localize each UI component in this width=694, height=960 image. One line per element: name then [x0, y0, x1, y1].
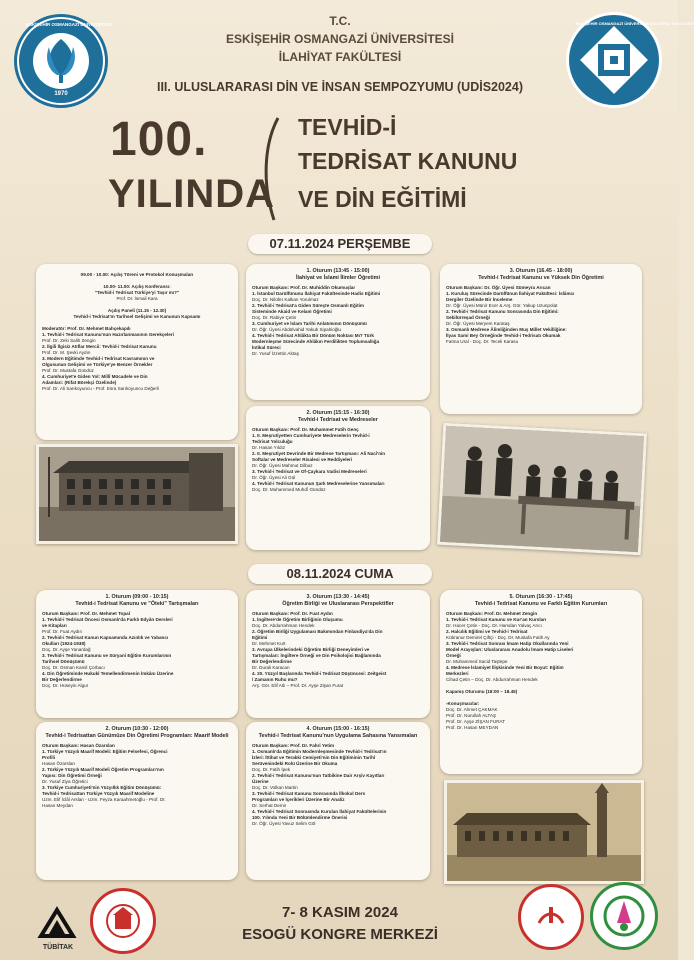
program-line: Doç. Dr. Volkan Martin [252, 785, 298, 790]
program-line: Hasan Meydan [42, 803, 73, 808]
classroom-photo [437, 423, 647, 556]
symposium-title: III. ULUSLARARASI DİN VE İNSAN SEMPOZYUMU (UDİS2024) [156, 80, 523, 94]
program-line: Tevhid-i Tedrisat'ın Tarihsel Gelişimi ve Kanunun Kapsamı [73, 314, 201, 319]
program-line: Bir Değerlendirme [42, 677, 82, 682]
program-line: Dr. Yusuf Ziya Öğretici [42, 779, 88, 784]
program-line: Tedrisat Yolculuğu [252, 439, 293, 444]
program-line: 4. Tevhid-i Tedrisat Ahlâkta Bir Dönüm Noktası Mı? Türk [252, 333, 374, 338]
building-illustration [39, 447, 235, 541]
program-line: Adamları: (Rifat Börekçi Özelinde) [42, 380, 117, 385]
session3-card [440, 264, 642, 414]
program-line: Oturum Başkanı: Prof. Dr. Muhiddin Okumuşlar [252, 285, 356, 290]
program-line: 3. Tevhid-i Tedrisat ve Of-Çaykara Vadisi Medreseleri [252, 469, 367, 474]
program-line: 4. Cumhuriyet'e Giden Yol: Millî Mücadele ve Din [42, 374, 148, 379]
program-line: 3. Türkiye Cumhuriyeti'nin Yüzyıllık Eğitim Dönüşümü: [42, 785, 162, 790]
day2-session1-time: 1. Oturum (09:00 - 10:15) [105, 594, 169, 600]
logo-right-text: ESKİŞEHİR OSMANGAZİ ÜNİVERSİTESİ İLAHİYAT FAKÜLTESİ [576, 21, 694, 26]
program-line: Doç. Dr. Rabiye Çetin [252, 315, 297, 320]
program-line: Dr. Durali Karacan [252, 665, 290, 670]
program-line: Prof. Dr. Ali Sarıkoyuncu - Prof. Esra Sarıkoyuncu Değerli [42, 386, 159, 391]
program-line: 1. II. Meşrutiyetten Cumhuriyete Medreselerin Tevhid-i [252, 433, 370, 438]
program-line: Dr. Öğr. Üyesi Münir Ecer & Arş. Gör. Yakup Uzunpolat [446, 303, 558, 308]
program-line: 2. Tevhid-i Tedrisat Kanunu'nun Tatbikine Dair Arşiv Kayıtları [252, 773, 385, 778]
footer-venue: ESOGÜ KONGRE MERKEZİ [242, 926, 438, 943]
program-line: Oturum Başkanı: Prof. Dr. Fuat Aydın [252, 611, 333, 616]
program-line: 1. İstanbul Darülfünunu İlahiyat Fakültesinde Hadis Eğitimi [252, 291, 381, 296]
program-line: 2. Türkiye Yüzyılı Maarif Modeli Öğretim Programları'nın [42, 767, 164, 772]
tubitak-label: TÜBİTAK [42, 944, 74, 951]
program-line: 2. Tevhid-i Tedrisat'a Giden Süreçte Osmanlı Eğitim [252, 303, 364, 308]
program-line: 3. Tevhid-i Tedrisat Sonrası İmam Hatip Okullarında Yeni [446, 641, 569, 646]
day2-session2-title [42, 726, 232, 740]
program-line: "Tevhid-i Tedrisat Türkiye'yi Taşır mı?" [94, 290, 180, 295]
day2-session3-card [246, 590, 430, 718]
session1-card [246, 264, 430, 400]
faculty-logo [566, 12, 694, 108]
day2-session2-card [36, 722, 238, 880]
program-line: İlyas Sami Bey Örneğinde Tevhid-i Tedrisatı Okumak [446, 333, 561, 338]
program-line: 1. Tevhid-i Tedrisat Öncesi Osmanlı'da Farklı Edyân Dersleri [42, 617, 173, 622]
program-line: Profili [42, 755, 56, 760]
program-line: Dr. Öğr. Üyesi Meryem Karataş [446, 321, 510, 326]
tubitak-logo [34, 900, 80, 946]
program-line: Fatma Ural - Doç. Dr. Teceli Karasu [446, 339, 519, 344]
day2-session5-lines [446, 611, 636, 731]
program-line: Üzerine [252, 779, 269, 784]
day2-session2-time: 2. Oturum (10:30 - 12:00) [105, 726, 169, 732]
day2-session4-lines [252, 743, 424, 827]
logo-left-text: ESKİŞEHİR OSMANGAZİ ÜNİVERSİTESİ [26, 22, 112, 27]
program-line: Doç. Dr. Muhammed Muhdî Gündüz [252, 487, 326, 492]
program-line: 3. Cumhuriyet ve İslam Tarihi Anlatımının Dönüşümü [252, 321, 367, 326]
ministry-emblem-icon [103, 901, 143, 941]
classroom-illustration [440, 426, 644, 552]
station-photo [444, 780, 644, 884]
title-divider [256, 114, 286, 224]
program-line: 4. Din Öğretiminde Hukukî Temellendirmenin İmkânı Üzerine [42, 671, 174, 676]
title-line1: TEVHİD-İ [298, 114, 397, 140]
day2-session3-title [252, 594, 424, 608]
program-line: 2. II. Meşrutiyet Devrinde Bir Medrese Tartışması: Ali Nacî'nin [252, 451, 386, 456]
day2-session1-lines [42, 611, 232, 689]
program-line: Uzm. Elif İclâl Arslan - Uzm. Feyza Karaahmetoğlu - Prof. Dr. [42, 797, 166, 802]
program-line: 1. Tevhid-i Tedrisat Kanunu ve Kur'an Kursları [446, 617, 547, 622]
header-tc: T.C. [329, 14, 351, 28]
program-line: Oturum Başkanı: Prof. Dr. Muhammet Fatih Genç [252, 427, 359, 432]
program-line: 1. Türkiye Yüzyılı Maarif Modeli: Eğitim Felsefesi, Öğrenci [42, 749, 168, 754]
day1-label: 07.11.2024 PERŞEMBE [248, 234, 432, 254]
program-line: Açılış Paneli (11.15 - 12.30) [107, 308, 167, 313]
opening-card [36, 264, 238, 440]
program-line: Prof. Dr. Nurullah ALTAŞ [446, 713, 497, 718]
program-line: Tarihsel Dönüşümü [42, 659, 85, 664]
program-line: Olgusunun Gelişimi ve Türkiye'ye Benzer Örnekler [42, 362, 153, 367]
program-line: Model Arayışları: Uluslararası Anadolu İmam Hatip Liseleri [446, 647, 574, 652]
program-line: Dr. Öğr. Üyesi Yavuz Selim Göl [252, 821, 316, 826]
program-line: Doç. Dr. Osman Kamil Çorbacı [42, 665, 105, 670]
program-line: Tevhid-i Tedrisattan Türkiye Yüzyılı Maarif Modeline [42, 791, 155, 796]
logo-right-year: 1995 [607, 83, 621, 89]
program-line: Okulları (1924-1938) [42, 641, 86, 646]
program-line: Doç. Dr. Nilüfer Kalkan Yorulmaz [252, 297, 319, 302]
program-line: Prof. Dr. Zeki Salih Zengin [42, 338, 96, 343]
day2-session5-card [440, 590, 642, 774]
program-line: İzleri: İttihat ve Terakki Cemiyeti'nin Din Eğitiminin Tarihî [252, 755, 376, 760]
program-line: 2. Tevhid-i Tedrisat Kanun Kapsamında Azınlık ve Yabancı [42, 635, 169, 640]
program-line: Dr. Yusuf İzzettin Aktaş [252, 351, 299, 356]
program-line: ve Kitapları [42, 623, 67, 628]
day2-session2-topic: Tevhid-i Tedrisattan Günümüze Din Öğretimi Programları: Maarif Modeli [45, 733, 229, 739]
program-line: Prof. Dr. Hasan MEYDAN [446, 725, 499, 730]
program-line: Prof. Dr. İsmail Kara [116, 296, 158, 301]
program-line: Dr. Öğr. Üyesi Abdülvahid Yakub Sipahioğlu [252, 327, 341, 332]
day2-session1-card [36, 590, 238, 718]
program-line: 4. Medrese İslamiyet İlişkisinde Yeni Bir Boyut: Eğitim [446, 665, 564, 670]
program-line: Dr. Hasan Yıldız [252, 445, 286, 450]
program-line: 3. Tevhid-i Tedrisat Kanunu Sonrasında İlkokul Ders [252, 791, 366, 796]
program-line: Bir Değerlendirme [252, 659, 292, 664]
program-line: Arş. Gör. Elif Atlı – Prof. Dr. Ayşe Zişan Furat [252, 683, 344, 688]
session3-time: 3. Oturum (16.45 - 18:00) [509, 268, 573, 274]
program-line: Sebilürreşad Örneği [446, 315, 490, 320]
day2-session1-title [42, 594, 232, 608]
footer-dates: 7- 8 KASIM 2024 [282, 904, 398, 921]
session3-topic: Tevhid-i Tedrisat Kanunu ve Yüksek Din Öğretimi [478, 275, 604, 281]
program-line: Doç. Dr. Hüseyin Algur [42, 683, 89, 688]
session2-topic: Tevhid-i Tedrisat ve Medreseler [298, 417, 378, 423]
day2-label: 08.11.2024 CUMA [248, 564, 432, 584]
day2-session4-topic: Tevhid-i Tedrisat Kanunu'nun Uygulama Sahasına Yansımaları [258, 733, 418, 739]
program-line: 4. Tevhid-i Tedrisat Sonrasında Kurulan İlahiyat Fakültelerinin [252, 809, 387, 814]
program-line: Oturum Başkanı: Prof. Dr. Fahri Yetim [252, 743, 335, 748]
imam-hatip-emblem-icon [601, 893, 647, 939]
logo-left-year: 1970 [54, 91, 68, 97]
program-line: 3. Tevhid-i Tedrisat Kanunu ve Süryani Eğitim Kurumlarının [42, 653, 172, 658]
session3-title [446, 268, 636, 282]
day2-session3-topic: Öğretim Birliği ve Uluslararası Perspektifler [282, 601, 394, 607]
program-line: Oturum Başkanı: Hasan Özarslan [42, 743, 115, 748]
day2-session3-time: 3. Oturum (13:30 - 14:45) [306, 594, 370, 600]
opening-lines [42, 272, 232, 392]
program-line: 2. Halcılık Eğitimi ve Tevhid-i Tedrisat [446, 629, 528, 634]
program-line: / Zamanın Ruhu mu? [252, 677, 298, 682]
day2-session4-title [252, 726, 424, 740]
session1-time: 1. Oturum (13:45 - 15:00) [306, 268, 370, 274]
title-line3: VE DİN EĞİTİMİ [298, 186, 467, 212]
session2-time: 2. Oturum (15:15 - 16:30) [306, 410, 370, 416]
program-line: Moderatör: Prof. Dr. Mehmet Bahçekapılı [42, 326, 131, 331]
program-line: Prof. Dr. Mustafa Gündüz [42, 368, 94, 373]
program-line: 10.00- 11.00: Açılış Konferansı: [103, 284, 171, 289]
program-line: 1. Kuruluş Sürecinde Darülfünun İlahiyat Fakültesi: İslâmcı [446, 291, 575, 296]
session1-lines [252, 285, 424, 357]
day2-session5-title [446, 594, 636, 608]
program-line: 3. Modern Eğitimde Tevhid-i Tedrisat Kavramının ve [42, 356, 155, 361]
program-line: Eğitimi [252, 635, 268, 640]
program-line: Dr. Serhat Demir [252, 803, 287, 808]
program-line: Oturum Başkanı: Prof. Dr. Mehmet Zengin [446, 611, 538, 616]
program-line: Kübranur Demirel Çiftçi - Doç. Dr. Mustafa Fatih Ay [446, 635, 550, 640]
geometric-emblem-icon [584, 30, 644, 90]
program-line: Prof. Dr. Ayşe ZİŞAN FURAT [446, 719, 506, 724]
program-line: Örneği [446, 653, 461, 658]
day2-session1-topic: Tevhid-i Tedrisat Kanunu ve "Öteki" Tartışmaları [75, 601, 199, 607]
program-line: 1. Tevhid-i Tedrisat Kanunu'nun Hazırlanmasının Gerekçeleri [42, 332, 174, 337]
program-line: 4. Tevhid-i Tedrisat Kanunun Şark Medreselerine Yansımaları [252, 481, 385, 486]
program-line: Serüvenindeki Rolü Üzerine Bir Okuma [252, 761, 338, 766]
day2-session5-topic: Tevhid-i Tedrisat Kanunu ve Farklı Eğitim Kurumları [474, 601, 608, 607]
program-line: Doç. Dr. Abdurrahman Hendek [252, 623, 315, 628]
title-yilinda: YILINDA [108, 172, 275, 216]
title-number: 100. [110, 113, 208, 166]
program-line: Dr. Öğr. Üyesi Ali Gül [252, 475, 296, 480]
program-line: Dr. Öğr. Üyesi Mahmut Dilbaz [252, 463, 313, 468]
program-line: Cihad Çetin – Doç. Dr. Abdurrahman Hendek [446, 677, 538, 682]
program-line: Sisteminde Akaid ve Kelam Öğretimi [252, 309, 332, 314]
program-line: 2. Tevhid-i Tedrisat Kanunu Sonrasında Din Eğitimi: [446, 309, 559, 314]
program-line: Hasan Özarslan [42, 761, 75, 766]
day2-session4-time: 4. Oturum (15:00 - 16:15) [306, 726, 370, 732]
program-line: 1. İngiltere'de Öğretim Birliğinin Oluşumu [252, 617, 343, 622]
program-line: 3. Avrupa Ülkelerindeki Öğretim Birliği Deneyimleri ve [252, 647, 370, 652]
title-line2: TEDRİSAT KANUNU [298, 148, 518, 174]
day2-session3-lines [252, 611, 424, 689]
imam-hatip-logo [590, 882, 658, 950]
program-line: Yapısı: Din Öğretimi Örneği [42, 773, 102, 778]
day2-session2-lines [42, 743, 232, 809]
program-line: Prof. Dr. Fuat Aydın [42, 629, 83, 634]
program-line: Doç. Dr. Fatih İpek [252, 767, 291, 772]
day2-session5-time: 5. Oturum (16:30 - 17:45) [509, 594, 573, 600]
session2-card [246, 406, 430, 550]
program-line: Merkezleri [446, 671, 469, 676]
session1-topic: İlahiyat ve İslami İlimler Öğretimi [296, 275, 380, 281]
session1-title [252, 268, 424, 282]
program-line: Tartışmaları: İngiltere Örneği ve Din Psikolojisi Bağlamında [252, 653, 381, 658]
program-line: 2. İlgili İlgisiz Atıflar Mercii: Tevhid-i Tedrisat Kanunu [42, 344, 157, 349]
program-line: 100. Yılında Yeni Bir Bölümlendirme Önerisi [252, 815, 348, 820]
program-line: 1. Osmanlı'da Eğitimin Modernleşmesinde Tevhid-i Tedrisat'ın [252, 749, 387, 754]
program-line: Prof. Dr. M. Şevki Aydın [42, 350, 91, 355]
historic-building-photo [36, 444, 238, 544]
program-line: Dr. Hacer Çetin - Doç. Dr. Hamdan Yalvaç Arıcı [446, 623, 542, 628]
university-logo [14, 14, 112, 108]
program-line: Programları ve İçerikleri Üzerine Bir Analiz [252, 797, 345, 802]
program-line: Modernleşme Sürecinde Ahlâkın Ferdilikten Toplumsallığa [252, 339, 380, 344]
session2-title [252, 410, 424, 424]
program-line: Oturum Başkanı: Prof. Dr. Mehmet Topal [42, 611, 130, 616]
program-line: 3. Osmanlı Medrese Âlimliğinden Muş Millet Vekilliğine: [446, 327, 567, 332]
program-line: Doç. Dr. Ahmet ÇAKMAK [446, 707, 498, 712]
tubitak-icon [37, 906, 77, 940]
session2-lines [252, 427, 424, 493]
program-line: -Konuşmacılar: [446, 701, 480, 706]
program-line: Oturum Başkanı: Dr. Öğr. Üyesi Sümeyra Arıcan [446, 285, 551, 290]
session3-lines [446, 285, 636, 345]
program-line: 09.00 - 10.00: Açılış Töreni ve Protokol Konuşmaları [80, 272, 194, 277]
program-line: Dr. Mehmet Kurt [252, 641, 286, 646]
program-line: 2. Öğretim Birliği Uygulaması Bakımından Finlandiya'da Din [252, 629, 383, 634]
program-line: Kapanış Oturumu (18:00 – 18.45) [446, 689, 518, 694]
header-faculty: İLAHİYAT FAKÜLTESİ [278, 50, 402, 64]
program-line: Softalar ve Medreseler Risalesi ve Reddiyeleri [252, 457, 353, 462]
day2-session4-card [246, 722, 430, 880]
program-line: İntikal Süreci [252, 345, 281, 350]
program-line: Dr. Muhammed Sacid Taştepe [446, 659, 508, 664]
header-university: ESKİŞEHİR OSMANGAZİ ÜNİVERSİTESİ [225, 32, 455, 46]
program-line: Doç. Dr. Ayşe Yanardağ [42, 647, 91, 652]
program-line: Dergiler Özelinde Bir İnceleme [446, 297, 513, 302]
program-line: 4. 20. Yüzyıl Başlarında Tevhid-i Tedrisat Düşüncesi: Zeitgeist [252, 671, 387, 676]
diyanet-logo [518, 884, 584, 950]
ministry-logo [90, 888, 156, 954]
diyanet-emblem-icon [531, 897, 571, 937]
station-illustration [447, 783, 641, 881]
